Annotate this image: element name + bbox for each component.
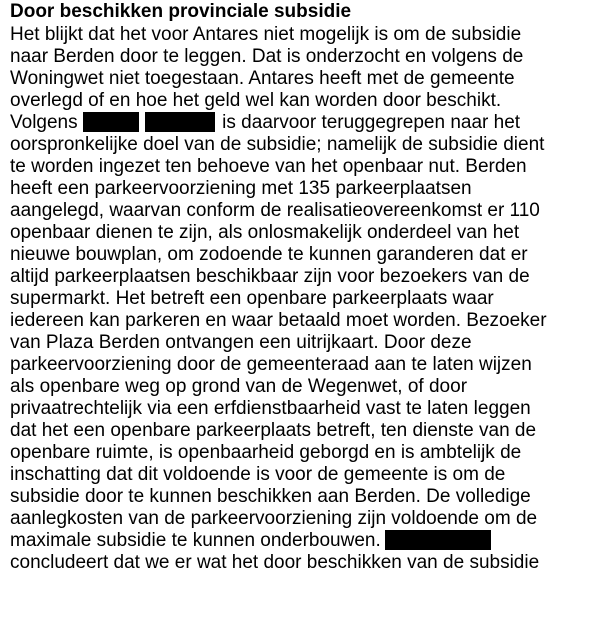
body-line: van Plaza Berden ontvangen een uitrijkaart. Door deze — [10, 332, 472, 353]
body-line: nieuwe bouwplan, om zodoende te kunnen garanderen dat er — [10, 244, 528, 265]
body-line: openbare ruimte, is openbaarheid geborgd en is ambtelijk de — [10, 442, 522, 463]
body-line: dat het een openbare parkeerplaats betreft, ten dienste van de — [10, 420, 537, 441]
body-line: iedereen kan parkeren en waar betaald moet worden. Bezoeker — [10, 310, 547, 331]
body-line: supermarkt. Het betreft een openbare parkeerplaats waar — [10, 288, 494, 309]
line-text-before: Volgens — [10, 112, 83, 133]
body-line: inschatting dat dit voldoende is voor de gemeente is om de — [10, 464, 506, 485]
redaction-block — [385, 530, 491, 550]
body-line: altijd parkeerplaatsen beschikbaar zijn voor bezoekers van de — [10, 266, 530, 287]
line-text-before: maximale subsidie te kunnen onderbouwen. — [10, 530, 381, 551]
body-line: Het blijkt dat het voor Antares niet mogelijk is om de subsidie — [10, 24, 522, 45]
body-line-with-redaction — [10, 112, 604, 134]
body-line: aanlegkosten van de parkeervoorziening zijn voldoende om de — [10, 508, 538, 529]
body-line: te worden ingezet ten behoeve van het openbaar nut. Berden — [10, 156, 527, 177]
body-line-with-redaction — [10, 530, 604, 552]
body-line: concludeert dat we er wat het door beschikken van de subsidie — [10, 552, 540, 573]
body-line: oorspronkelijke doel van de subsidie; namelijk de subsidie dient — [10, 134, 545, 155]
body-line: privaatrechtelijk via een erfdienstbaarheid vast te laten leggen — [10, 398, 531, 419]
body-line: openbaar dienen te zijn, als onlosmakelijk onderdeel van het — [10, 222, 520, 243]
body-line: naar Berden door te leggen. Dat is onderzocht en volgens de — [10, 46, 524, 67]
body-line: als openbare weg op grond van de Wegenwet, of door — [10, 376, 468, 397]
body-line: Woningwet niet toegestaan. Antares heeft met de gemeente — [10, 68, 515, 89]
section-heading: Door beschikken provinciale subsidie — [10, 1, 352, 22]
body-line: subsidie door te kunnen beschikken aan Berden. De volledige — [10, 486, 531, 507]
body-line: overlegd of en hoe het geld wel kan worden door beschikt. — [10, 90, 502, 111]
document-page — [10, 0, 604, 574]
body-line: parkeervoorziening door de gemeenteraad aan te laten wijzen — [10, 354, 532, 375]
redaction-block — [83, 112, 139, 132]
body-line: aangelegd, waarvan conform de realisatieovereenkomst er 110 — [10, 200, 540, 221]
body-line: heeft een parkeervoorziening met 135 parkeerplaatsen — [10, 178, 472, 199]
line-text-after: is daarvoor teruggegrepen naar het — [216, 112, 521, 133]
redaction-block — [145, 112, 215, 132]
